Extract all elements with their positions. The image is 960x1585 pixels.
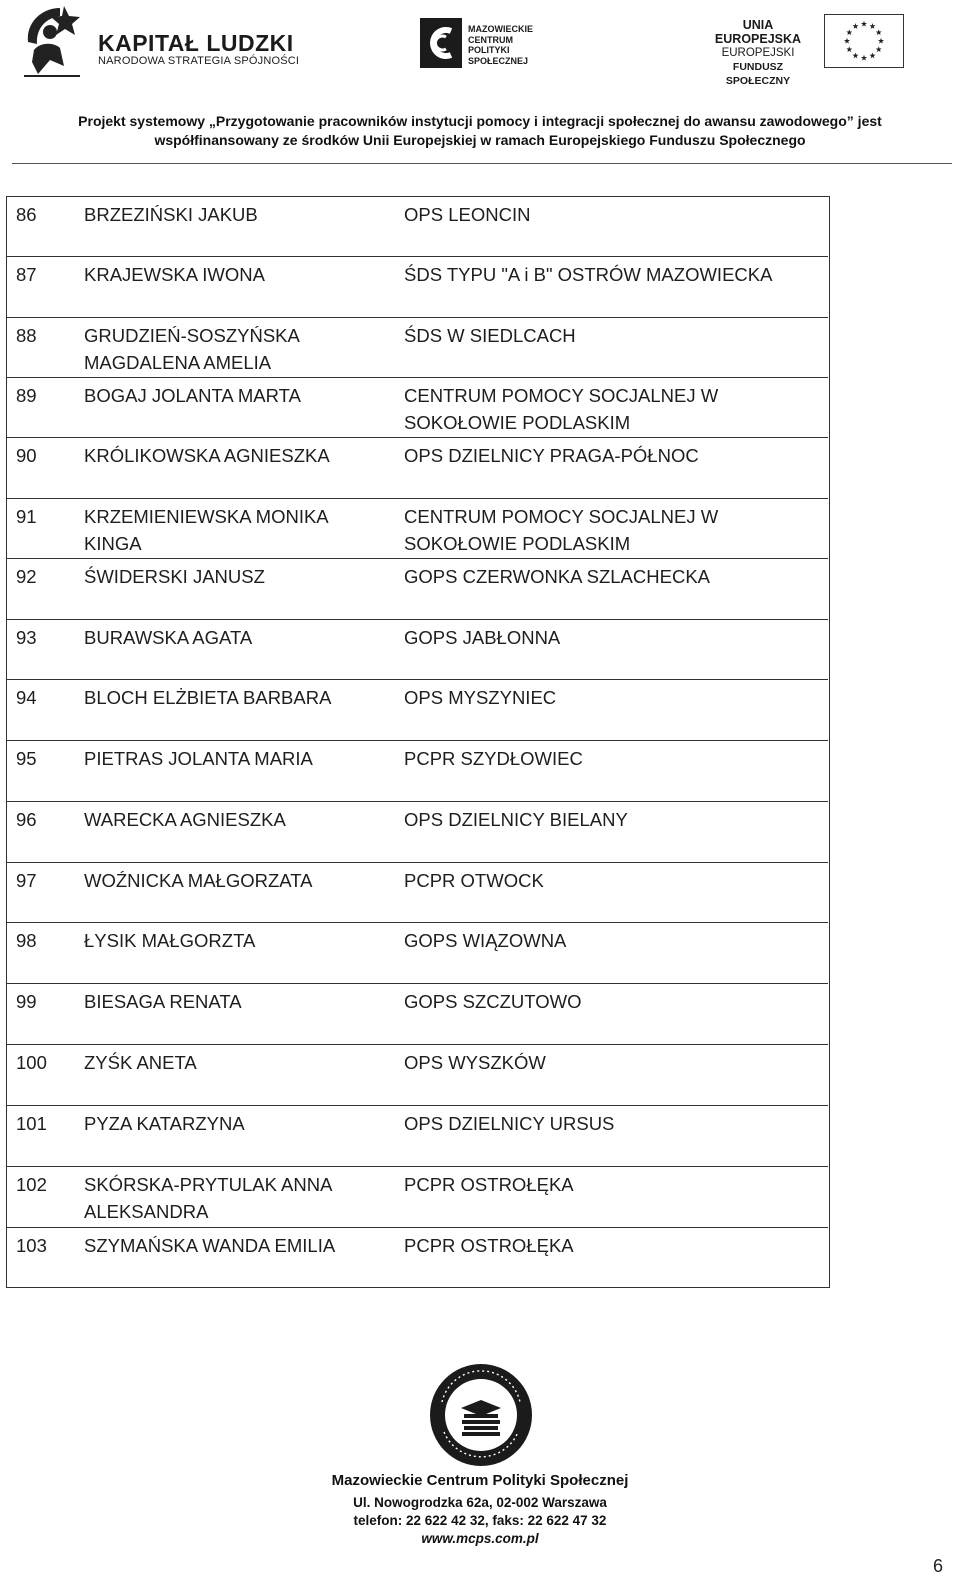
table-row bbox=[7, 863, 828, 923]
institution-name bbox=[404, 201, 530, 228]
row-number: 97 bbox=[16, 870, 37, 891]
row-number: 87 bbox=[16, 264, 37, 285]
participant-name-line: PYZA KATARZYNA bbox=[84, 1113, 245, 1134]
institution-name bbox=[404, 563, 710, 590]
participant-name bbox=[84, 867, 313, 894]
institution-name bbox=[404, 261, 772, 288]
participant-name bbox=[84, 1232, 335, 1259]
page-number: 6 bbox=[933, 1556, 944, 1576]
mcps-line-2: CENTRUM bbox=[468, 34, 513, 45]
institution-name-line: GOPS CZERWONKA SZLACHECKA bbox=[404, 566, 710, 587]
table-row bbox=[7, 680, 828, 741]
participant-name-line: BLOCH ELŻBIETA BARBARA bbox=[84, 687, 332, 708]
institution-name bbox=[404, 867, 544, 894]
institution-name-line: OPS DZIELNICY PRAGA-PÓŁNOC bbox=[404, 445, 699, 466]
table-row bbox=[7, 802, 828, 863]
kapital-ludzki-emblem-icon bbox=[20, 2, 84, 80]
footer-website[interactable]: www.mcps.com.pl bbox=[421, 1531, 539, 1546]
participant-name-line: ALEKSANDRA bbox=[84, 1201, 209, 1222]
institution-name bbox=[404, 745, 583, 772]
institution-name bbox=[404, 503, 718, 557]
institution-name-line: CENTRUM POMOCY SOCJALNEJ W bbox=[404, 385, 719, 406]
participant-name bbox=[84, 201, 258, 228]
table-row bbox=[7, 378, 828, 438]
row-number: 100 bbox=[16, 1052, 47, 1073]
institution-name-line: GOPS JABŁONNA bbox=[404, 627, 561, 648]
participant-name-line: KINGA bbox=[84, 533, 142, 554]
participant-name bbox=[84, 1171, 332, 1225]
row-number: 90 bbox=[16, 445, 37, 466]
table-row bbox=[7, 1106, 828, 1167]
row-number: 102 bbox=[16, 1174, 47, 1195]
row-number: 99 bbox=[16, 991, 37, 1012]
table-row bbox=[7, 197, 828, 257]
institution-name bbox=[404, 684, 556, 711]
institution-name bbox=[404, 382, 718, 436]
participant-name-line: BURAWSKA AGATA bbox=[84, 627, 253, 648]
row-number: 101 bbox=[16, 1113, 47, 1134]
eu-logo bbox=[700, 10, 920, 87]
footer-phone: telefon: 22 622 42 32, faks: 22 622 47 32 bbox=[353, 1513, 607, 1528]
institution-name bbox=[404, 806, 628, 833]
participant-name bbox=[84, 927, 255, 954]
eu-line-3: FUNDUSZ SPOŁECZNY bbox=[725, 61, 791, 87]
participant-name-line: BIESAGA RENATA bbox=[84, 991, 242, 1012]
participant-name bbox=[84, 1110, 245, 1137]
participant-name-line: WOŹNICKA MAŁGORZATA bbox=[84, 870, 313, 891]
institution-name-line: ŚDS TYPU "A i B" OSTRÓW MAZOWIECKA bbox=[404, 264, 773, 285]
participant-name bbox=[84, 988, 242, 1015]
participant-name bbox=[84, 745, 313, 772]
institution-name bbox=[404, 988, 581, 1015]
eu-logo-text bbox=[700, 18, 816, 88]
institution-name bbox=[404, 1232, 574, 1259]
participants-table bbox=[6, 196, 830, 1288]
participant-name bbox=[84, 261, 265, 288]
institution-name-line: SOKOŁOWIE PODLASKIM bbox=[404, 412, 631, 433]
institution-name-line: GOPS WIĄZOWNA bbox=[404, 930, 567, 951]
institution-name-line: PCPR OSTROŁĘKA bbox=[404, 1174, 574, 1195]
institution-name-line: PCPR SZYDŁOWIEC bbox=[404, 748, 583, 769]
institution-name bbox=[404, 1110, 614, 1137]
institution-name bbox=[404, 1171, 574, 1198]
participant-name bbox=[84, 563, 265, 590]
participant-name bbox=[84, 442, 330, 469]
row-number: 91 bbox=[16, 506, 37, 527]
row-number: 94 bbox=[16, 687, 37, 708]
kapital-ludzki-title: KAPITAŁ LUDZKI bbox=[98, 30, 294, 56]
table-row bbox=[7, 1045, 828, 1106]
table-row bbox=[7, 257, 828, 318]
mcps-logo-text bbox=[468, 24, 533, 66]
participant-name-line: WARECKA AGNIESZKA bbox=[84, 809, 286, 830]
eu-flag-icon bbox=[824, 14, 904, 68]
participant-name-line: GRUDZIEŃ-SOSZYŃSKA bbox=[84, 325, 300, 346]
participant-name-line: BOGAJ JOLANTA MARTA bbox=[84, 385, 301, 406]
eu-line-1: UNIA EUROPEJSKA bbox=[714, 18, 802, 46]
table-row bbox=[7, 318, 828, 378]
institution-name bbox=[404, 624, 560, 651]
row-number: 98 bbox=[16, 930, 37, 951]
table-row bbox=[7, 1228, 828, 1282]
institution-name-line: ŚDS W SIEDLCACH bbox=[404, 325, 576, 346]
participant-name bbox=[84, 684, 331, 711]
institution-name-line: OPS LEONCIN bbox=[404, 204, 531, 225]
participant-name-line: BRZEZIŃSKI JAKUB bbox=[84, 204, 258, 225]
participant-name bbox=[84, 1049, 197, 1076]
institution-name-line: OPS MYSZYNIEC bbox=[404, 687, 557, 708]
row-number: 93 bbox=[16, 627, 37, 648]
table-row bbox=[7, 620, 828, 680]
participant-name-line: ŁYSIK MAŁGORZTA bbox=[84, 930, 256, 951]
kapital-ludzki-subtitle: NARODOWA STRATEGIA SPÓJNOŚCI bbox=[98, 55, 300, 67]
participant-name-line: PIETRAS JOLANTA MARIA bbox=[84, 748, 313, 769]
eu-line-2: EUROPEJSKI bbox=[721, 47, 795, 59]
mcps-mark-icon bbox=[420, 18, 462, 68]
participant-name bbox=[84, 382, 301, 409]
table-row bbox=[7, 1167, 828, 1228]
institution-name-line: OPS DZIELNICY URSUS bbox=[404, 1113, 615, 1134]
row-number: 103 bbox=[16, 1235, 47, 1256]
institution-name bbox=[404, 442, 699, 469]
institution-name bbox=[404, 322, 576, 349]
institution-name-line: CENTRUM POMOCY SOCJALNEJ W bbox=[404, 506, 719, 527]
mcps-line-4: SPOŁECZNEJ bbox=[468, 55, 529, 66]
table-row bbox=[7, 741, 828, 802]
institution-name-line: OPS DZIELNICY BIELANY bbox=[404, 809, 628, 830]
institution-name-line: PCPR OTWOCK bbox=[404, 870, 544, 891]
participant-name-line: KRZEMIENIEWSKA MONIKA bbox=[84, 506, 329, 527]
participant-name bbox=[84, 806, 286, 833]
participant-name bbox=[84, 322, 300, 376]
participant-name-line: SZYMAŃSKA WANDA EMILIA bbox=[84, 1235, 336, 1256]
row-number: 88 bbox=[16, 325, 37, 346]
project-statement-line-2: współfinansowany ze środków Unii Europejskiej w ramach Europejskiego Funduszu Społecznego bbox=[154, 132, 806, 148]
table-row bbox=[7, 923, 828, 984]
mcps-line-3: POLITYKI bbox=[468, 45, 510, 55]
kapital-ludzki-logo bbox=[20, 2, 300, 80]
participant-name-line: MAGDALENA AMELIA bbox=[84, 352, 272, 373]
institution-name bbox=[404, 927, 566, 954]
institution-name bbox=[404, 1049, 546, 1076]
mcps-seal-icon bbox=[428, 1362, 534, 1468]
participant-name-line: SKÓRSKA-PRYTULAK ANNA bbox=[84, 1174, 333, 1195]
row-number: 92 bbox=[16, 566, 37, 587]
participant-name-line: KRÓLIKOWSKA AGNIESZKA bbox=[84, 445, 330, 466]
footer-address: Ul. Nowogrodzka 62a, 02-002 Warszawa bbox=[353, 1495, 607, 1510]
table-row bbox=[7, 438, 828, 499]
row-number: 89 bbox=[16, 385, 37, 406]
institution-name-line: OPS WYSZKÓW bbox=[404, 1052, 546, 1073]
row-number: 95 bbox=[16, 748, 37, 769]
participant-name-line: ZYŚK ANETA bbox=[84, 1052, 197, 1073]
participant-name bbox=[84, 624, 252, 651]
participant-name-line: ŚWIDERSKI JANUSZ bbox=[84, 566, 265, 587]
institution-name-line: SOKOŁOWIE PODLASKIM bbox=[404, 533, 631, 554]
mcps-line-1: MAZOWIECKIE bbox=[468, 24, 533, 34]
mcps-logo bbox=[420, 18, 540, 68]
participant-name bbox=[84, 503, 329, 557]
institution-name-line: GOPS SZCZUTOWO bbox=[404, 991, 582, 1012]
institution-name-line: PCPR OSTROŁĘKA bbox=[404, 1235, 574, 1256]
header-divider bbox=[12, 163, 952, 164]
table-row bbox=[7, 499, 828, 559]
footer-organization: Mazowieckie Centrum Polityki Społecznej bbox=[331, 1472, 629, 1489]
table-row bbox=[7, 984, 828, 1045]
project-statement-line-1: Projekt systemowy „Przygotowanie pracowników instytucji pomocy i integracji społecznej do awansu zawodowego” jest bbox=[78, 113, 882, 129]
participant-name-line: KRAJEWSKA IWONA bbox=[84, 264, 265, 285]
table-row bbox=[7, 559, 828, 620]
row-number: 96 bbox=[16, 809, 37, 830]
row-number: 86 bbox=[16, 204, 37, 225]
